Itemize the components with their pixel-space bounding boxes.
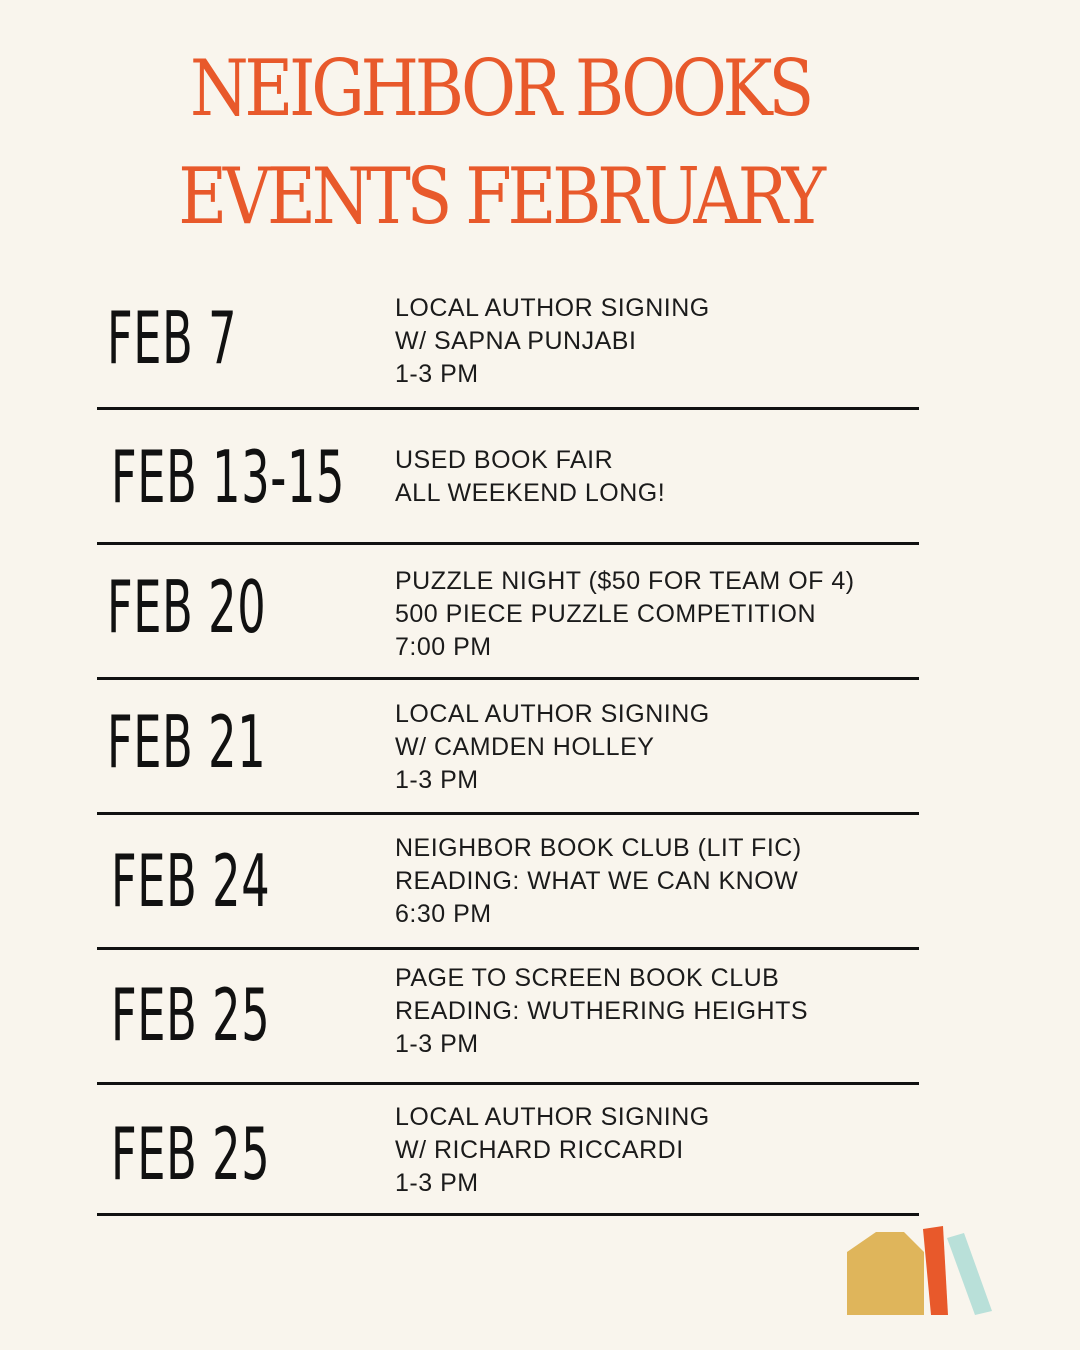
event-details — [395, 832, 802, 931]
event-details — [395, 444, 665, 510]
event-detail-line: USED BOOK FAIR — [395, 446, 614, 474]
event-row — [97, 270, 919, 410]
title-line-2: EVENTS FEBRUARY — [178, 152, 822, 242]
red-book-shape — [923, 1226, 948, 1315]
event-detail-line: LOCAL AUTHOR SIGNING — [395, 294, 710, 322]
event-detail-line: 6:30 PM — [395, 900, 492, 928]
event-detail-line: 7:00 PM — [395, 633, 492, 661]
event-detail-line: W/ SAPNA PUNJABI — [395, 327, 637, 355]
event-date: FEB 25 — [111, 973, 271, 1057]
event-row — [97, 950, 919, 1085]
events-list — [97, 270, 919, 1216]
event-detail-line: READING: WHAT WE CAN KNOW — [395, 867, 799, 895]
event-detail-line: READING: WUTHERING HEIGHTS — [395, 997, 809, 1025]
event-row — [97, 680, 919, 815]
event-detail-line: W/ CAMDEN HOLLEY — [395, 733, 655, 761]
event-detail-line: PAGE TO SCREEN BOOK CLUB — [395, 964, 780, 992]
event-date: FEB 20 — [107, 565, 267, 649]
title-line-1: NEIGHBOR BOOKS — [189, 44, 811, 134]
event-date: FEB 7 — [107, 296, 238, 380]
event-row — [97, 410, 919, 545]
event-detail-line: NEIGHBOR BOOK CLUB (LIT FIC) — [395, 834, 802, 862]
event-details — [395, 565, 855, 664]
event-date: FEB 25 — [111, 1112, 271, 1196]
event-row — [97, 1085, 919, 1216]
house-and-books-logo-icon — [846, 1225, 996, 1325]
event-detail-line: LOCAL AUTHOR SIGNING — [395, 700, 710, 728]
event-detail-line: 1-3 PM — [395, 1169, 479, 1197]
event-detail-line: 1-3 PM — [395, 360, 479, 388]
event-detail-line: ALL WEEKEND LONG! — [395, 479, 666, 507]
event-details — [395, 962, 808, 1061]
event-row — [97, 545, 919, 680]
event-date: FEB 24 — [111, 839, 271, 923]
event-detail-line: 1-3 PM — [395, 766, 479, 794]
event-detail-line: W/ RICHARD RICCARDI — [395, 1136, 684, 1164]
event-details — [395, 698, 710, 797]
event-detail-line: LOCAL AUTHOR SIGNING — [395, 1103, 710, 1131]
event-detail-line: 1-3 PM — [395, 1030, 479, 1058]
event-details — [395, 1101, 710, 1200]
teal-book-shape — [947, 1233, 992, 1315]
event-detail-line: 500 PIECE PUZZLE COMPETITION — [395, 600, 817, 628]
event-detail-line: PUZZLE NIGHT ($50 FOR TEAM OF 4) — [395, 567, 855, 595]
event-date: FEB 13-15 — [111, 435, 345, 519]
event-date: FEB 21 — [107, 700, 267, 784]
event-details — [395, 292, 710, 391]
event-row — [97, 815, 919, 950]
house-shape — [847, 1232, 924, 1315]
